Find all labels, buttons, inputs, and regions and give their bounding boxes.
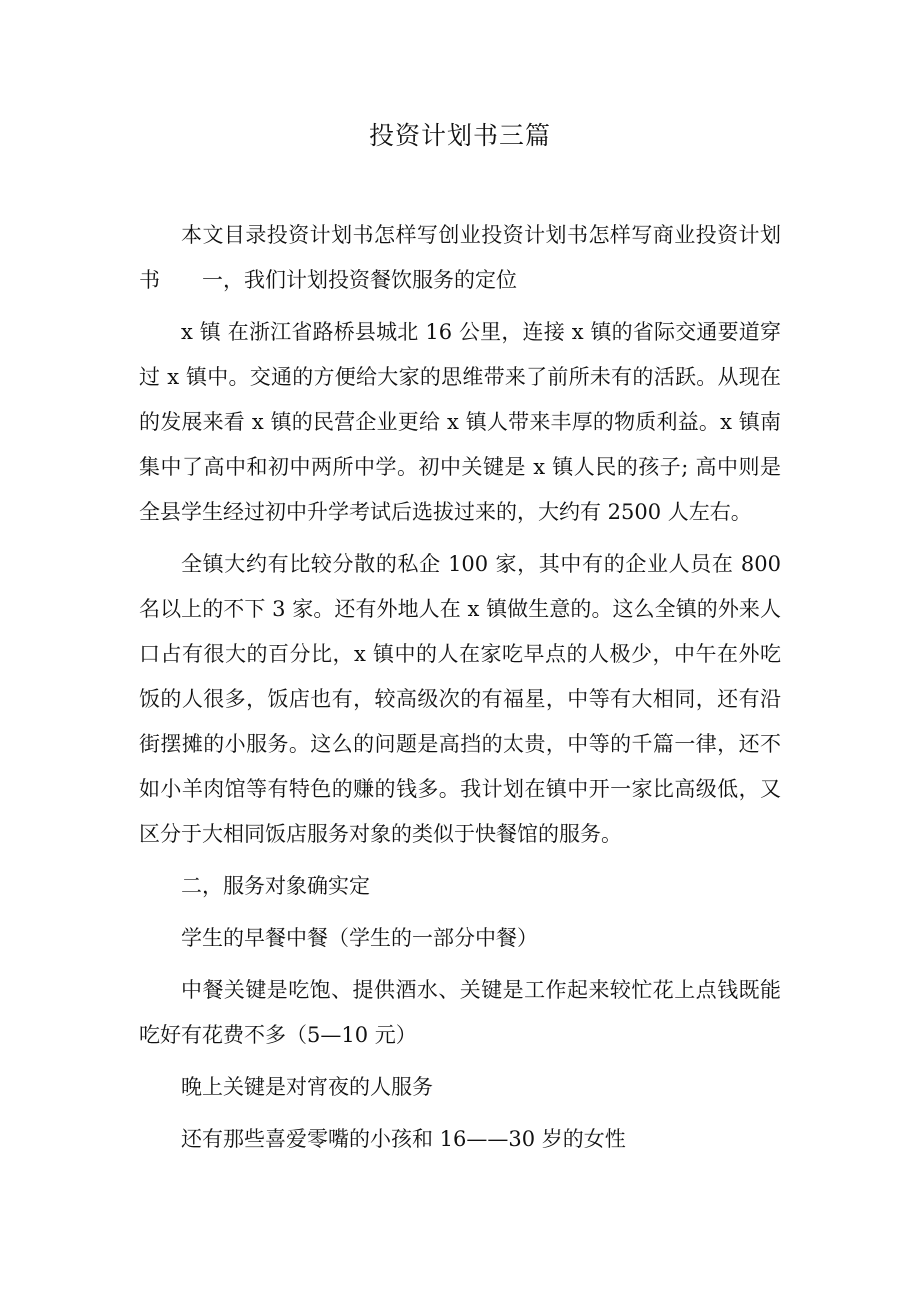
paragraph-snacks: 还有那些喜爱零嘴的小孩和 16——30 岁的女性 <box>181 1127 626 1151</box>
paragraph-lunch: 中餐关键是吃饱、提供酒水、关键是工作起来较忙花上点钱既能吃好有花费不多（5—10 元） <box>139 978 781 1047</box>
paragraph-market-analysis: 全镇大约有比较分散的私企 100 家，其中有的企业人员在 800 名以上的不下 3 家。还有外地人在 x 镇做生意的。这么全镇的外来人口占有很大的百分比，x 镇中的人在家吃早点的人极少，中午在外吃饭的人很多，饭店也有，较高级次的有福星，中等有大相同，还有沿街摆摊的小服务。这么的问题是高挡的太贵，中等的千篇一律，还不如小羊肉馆等有特色的赚的钱多。我计划在镇中开一家比高级低，又区分于大相同饭店服务对象的类似于快餐馆的服务。 <box>139 552 781 846</box>
document-title: 投资计划书三篇 <box>368 121 551 150</box>
paragraph-intro: 本文目录投资计划书怎样写创业投资计划书怎样写商业投资计划书 一，我们计划投资餐饮服务的定位 <box>139 223 781 292</box>
paragraph-section-two-heading: 二，服务对象确实定 <box>181 874 370 898</box>
paragraph-students-meals: 学生的早餐中餐（学生的一部分中餐） <box>181 926 538 950</box>
paragraph-town-overview: x 镇 在浙江省路桥县城北 16 公里，连接 x 镇的省际交通要道穿过 x 镇中。交通的方便给大家的思维带来了前所未有的活跃。从现在的发展来看 x 镇的民营企业更给 x 镇人带来丰厚的物质利益。x 镇南集中了高中和初中两所中学。初中关键是 x 镇人民的孩子; 高中则是全县学生经过初中升学考试后选拔过来的，大约有 2500 人左右。 <box>139 320 781 524</box>
document-body <box>139 213 781 1162</box>
paragraph-evening: 晚上关键是对宵夜的人服务 <box>181 1075 433 1099</box>
